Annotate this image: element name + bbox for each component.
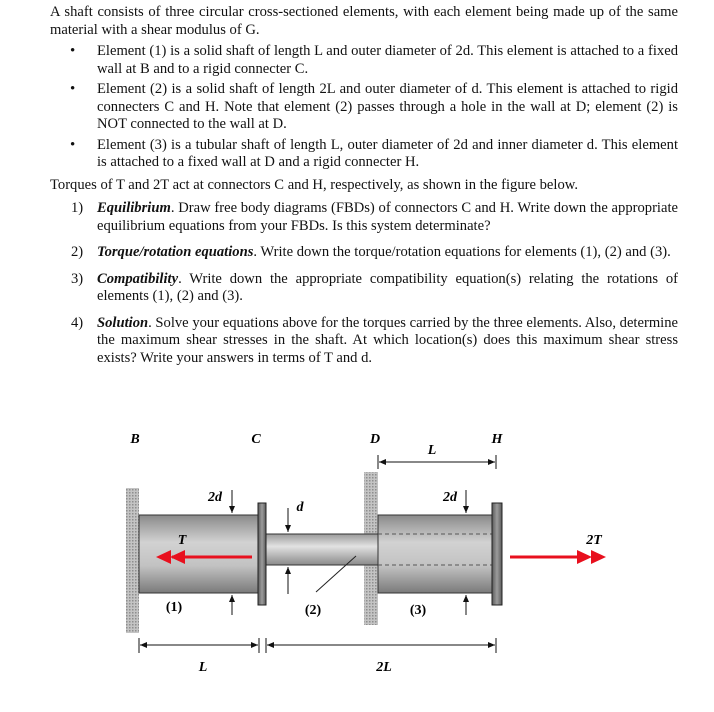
bullet-text-3: Element (3) is a tubular shaft of length L, outer diameter of 2d and inner diameter d. This element is attached to a fixed wall at D and a rigid connecter H.	[97, 136, 678, 170]
task-body: . Draw free body diagrams (FBDs) of connectors C and H. Write down the appropriate equilibrium equations from your FBDs. Is this system determinate?	[97, 200, 678, 234]
bullet-dot-icon: •	[70, 43, 76, 59]
task-number: 2)	[71, 244, 84, 260]
label-torque-t: T	[177, 533, 187, 548]
bullet-text-2: Element (2) is a solid shaft of length 2L and outer diameter of d. This element is attached to rigid connecters C and H. Note that element (2) passes through a hole in the wall at D; element (2) is NOT connected to the wall at D.	[97, 81, 678, 132]
label-top-l: L	[427, 443, 437, 458]
label-element-3: (3)	[409, 603, 427, 618]
label-2d-element-1: 2d	[208, 490, 222, 505]
element-1-shaft	[139, 515, 259, 593]
task-number: 1)	[71, 200, 84, 216]
task-body: . Write down the appropriate compatibility equation(s) relating the rotations of elements (1), (2) and (3).	[97, 270, 678, 304]
label-2d-element-3: 2d	[443, 490, 457, 505]
torque-2t-head-1	[591, 550, 606, 564]
label-h: H	[491, 432, 503, 447]
task-title: Torque/rotation equations	[97, 244, 254, 260]
task-title: Solution	[97, 314, 149, 331]
label-d-element-2: d	[296, 500, 304, 515]
bullet-text-1: Element (1) is a solid shaft of length L and outer diameter of 2d. This element is attached to a fixed wall at B and to a rigid connecter C.	[97, 43, 678, 77]
wall-b	[126, 488, 139, 633]
intro-paragraph: A shaft consists of three circular cross-sectioned elements, with each element being made up of the same material with a shear modulus of G.	[50, 4, 678, 38]
label-b: B	[130, 432, 140, 447]
bullet-dot-icon: •	[70, 136, 76, 153]
task-number: 3)	[71, 270, 84, 287]
task-number: 4)	[71, 314, 84, 331]
torque-2t-head-2	[577, 550, 592, 564]
wall-d-upper	[364, 472, 378, 534]
task-body: . Solve your equations above for the torques carried by the three elements. Also, determine the maximum shear stresses in the shaft. At which location(s) does this maximum shear stress exists? Write your answers in terms of T and d.	[97, 314, 678, 366]
label-element-1: (1)	[165, 600, 183, 615]
connector-h	[492, 503, 502, 605]
element-3-tube	[378, 515, 492, 593]
task-title: Equilibrium	[97, 200, 171, 216]
label-c: C	[251, 432, 261, 447]
label-element-2: (2)	[304, 603, 322, 618]
label-torque-2t: 2T	[586, 533, 602, 548]
task-body: . Write down the torque/rotation equations for elements (1), (2) and (3).	[253, 244, 671, 260]
connector-c	[258, 503, 266, 605]
wall-d-lower	[364, 565, 378, 625]
label-bottom-2l: 2L	[376, 660, 392, 675]
task-title: Compatibility	[97, 270, 179, 287]
bullet-dot-icon: •	[70, 81, 76, 97]
label-d: D	[369, 432, 381, 447]
label-bottom-l: L	[198, 660, 208, 675]
torques-paragraph: Torques of T and 2T act at connectors C and H, respectively, as shown in the figure below.	[50, 176, 578, 193]
